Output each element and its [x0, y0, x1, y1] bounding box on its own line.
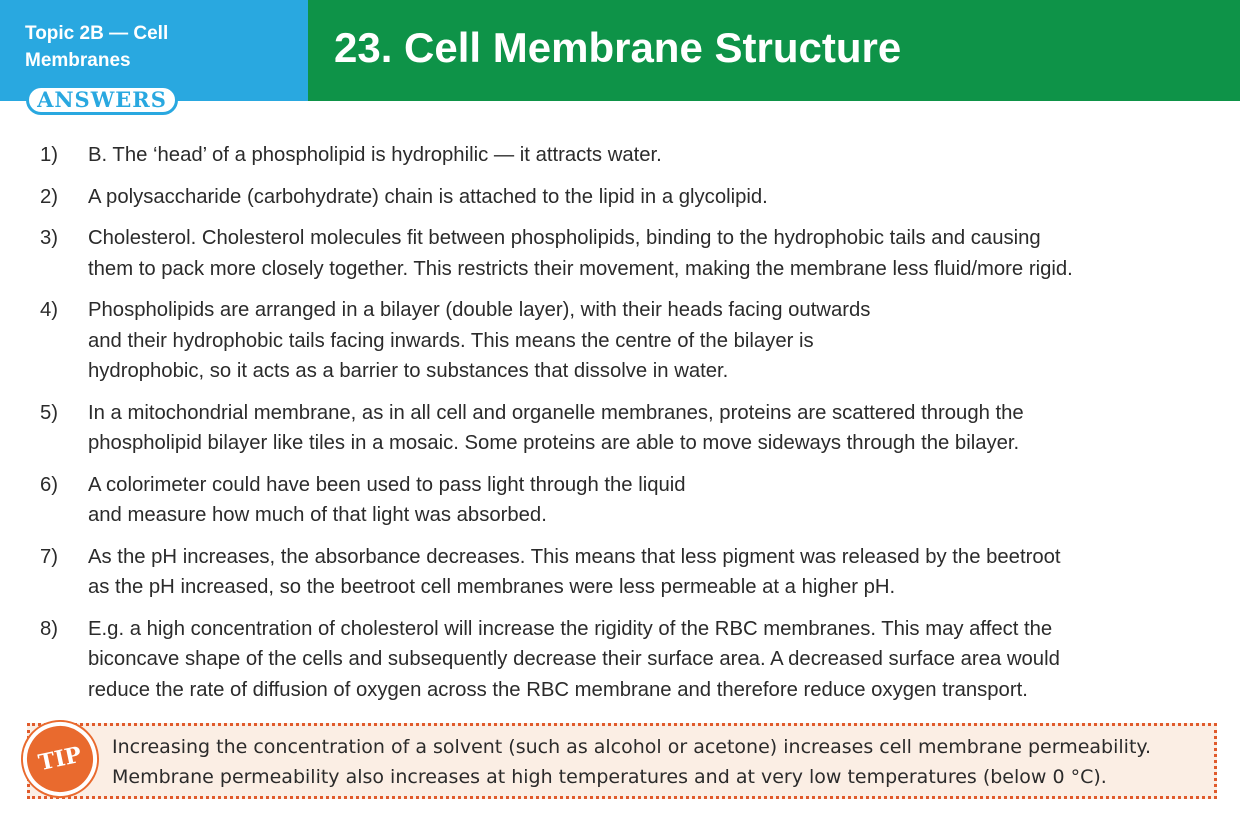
answer-text-line: A polysaccharide (carbohydrate) chain is attached to the lipid in a glycolipid. [88, 185, 768, 208]
topic-label [25, 20, 295, 74]
answer-text-line: B. The ‘head’ of a phospholipid is hydrophilic — it attracts water. [88, 144, 662, 166]
answer-number: 3) [40, 227, 59, 249]
answers-list [40, 140, 1230, 716]
answer-text-line: reduce the rate of diffusion of oxygen across the RBC membrane and therefore reduce oxygen transport. [88, 678, 1028, 701]
answer-number: 2) [40, 185, 59, 208]
answer-text-line: Phospholipids are arranged in a bilayer (double layer), with their heads facing outwards [88, 299, 871, 321]
answer-item [40, 398, 1230, 459]
answer-text-line: A colorimeter could have been used to pass light through the liquid [88, 473, 686, 496]
answer-number: 7) [40, 545, 59, 568]
answer-number: 1) [40, 144, 59, 166]
answer-text-line: hydrophobic, so it acts as a barrier to substances that dissolve in water. [88, 360, 729, 382]
answer-text-line: E.g. a high concentration of cholesterol will increase the rigidity of the RBC membranes. This may affect the [88, 617, 1053, 640]
answer-number: 5) [40, 401, 59, 424]
tip-text [112, 732, 1151, 792]
answer-text-line: and their hydrophobic tails facing inwards. This means the centre of the bilayer is [88, 329, 814, 352]
answer-text-line: as the pH increased, so the beetroot cell membranes were less permeable at a higher pH. [88, 576, 896, 598]
answer-text-line: phospholipid bilayer like tiles in a mosaic. Some proteins are able to move sideways through the bilayer. [88, 432, 1020, 454]
answer-text-line: In a mitochondrial membrane, as in all cell and organelle membranes, proteins are scattered through the [88, 401, 1024, 424]
answer-item [40, 295, 1230, 387]
answer-item [40, 470, 1230, 531]
answer-number: 8) [40, 617, 59, 640]
tip-text-line: Increasing the concentration of a solvent (such as alcohol or acetone) increases cell membrane permeability. [112, 736, 1151, 758]
answer-item [40, 223, 1230, 284]
title-banner [308, 0, 1240, 101]
topic-label-line1: Topic 2B — Cell [25, 23, 169, 44]
answer-item [40, 542, 1230, 603]
answer-text-line: As the pH increases, the absorbance decreases. This means that less pigment was released by the beetroot [88, 545, 1061, 568]
tip-text-line: Membrane permeability also increases at high temperatures and at very low temperatures (below 0 °C). [112, 766, 1107, 788]
answer-number: 4) [40, 299, 59, 321]
answer-text-line: them to pack more closely together. This restricts their movement, making the membrane less fluid/more rigid. [88, 257, 1073, 280]
topic-label-line2: Membranes [25, 50, 131, 71]
answer-text-line: and measure how much of that light was absorbed. [88, 504, 547, 526]
answer-item [40, 182, 1230, 213]
page-title: 23. Cell Membrane Structure [334, 24, 902, 71]
answer-text-line: Cholesterol. Cholesterol molecules fit between phospholipids, binding to the hydrophobic tails and causing [88, 227, 1041, 249]
tip-badge: TIP [16, 715, 104, 803]
answer-item [40, 140, 1230, 171]
answer-text-line: biconcave shape of the cells and subsequently decrease their surface area. A decreased surface area would [88, 648, 1060, 670]
answers-badge: ANSWERS [26, 85, 178, 115]
answer-number: 6) [40, 473, 59, 496]
answer-item [40, 614, 1230, 706]
